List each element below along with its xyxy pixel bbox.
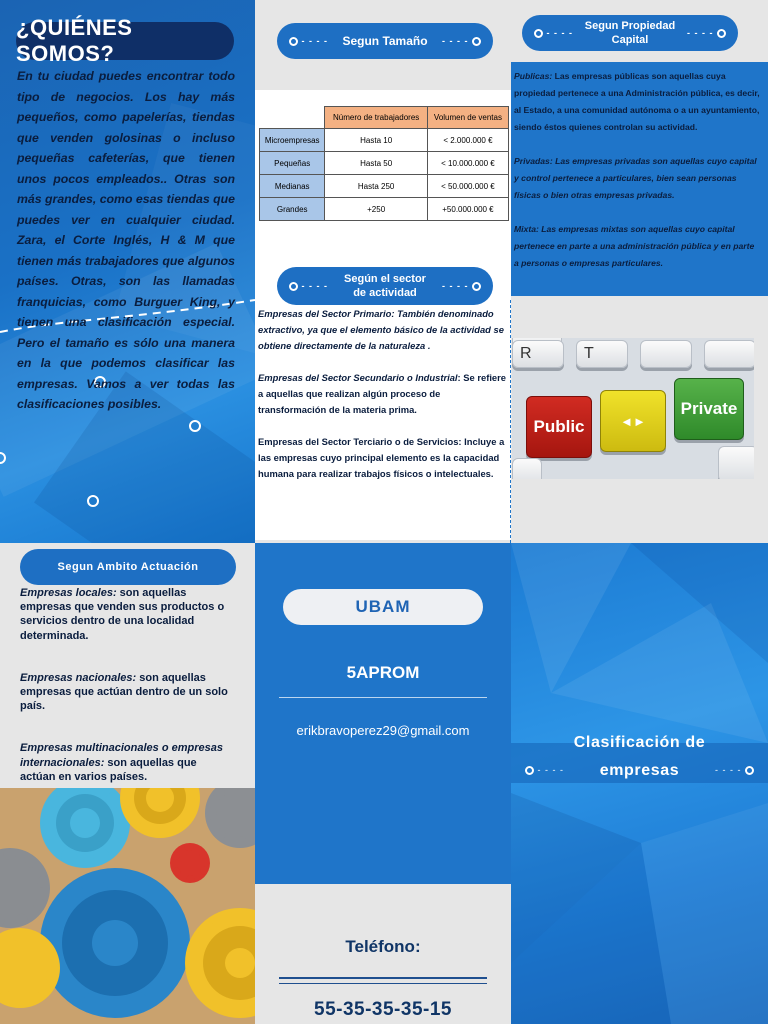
property-pill-line2: Capital [611, 34, 649, 46]
multinational-label: Empresas multinacionales o empresas internacionales: [20, 742, 223, 769]
group-label: 5APROM [346, 663, 420, 682]
multinational-text: son aquellas que actúan en varios países. [20, 756, 197, 783]
scope-text [20, 586, 235, 812]
keyboard-image [512, 338, 754, 479]
gear-icon [205, 788, 255, 848]
size-pill-label: Segun Tamaño [342, 34, 428, 48]
email-link[interactable]: erikbravoperez29@gmail.com [296, 723, 470, 738]
sector-tertiary: Empresas del Sector Terciario o de Servicios: Incluye a las empresas cuyo principal elemento es la capacidad humana para realizar trabajos físicos o intelectuales. [258, 436, 505, 479]
pill-left-deco: - - - - [289, 36, 328, 46]
gear-icon [40, 868, 190, 1018]
public-text: Las empresas públicas son aquellas cuya propiedad pertenece a una Administración pública, es decir, al Estado, a una comunidad autónoma o a un ayuntamiento, siendo éstos quienes controlan su actividad. [514, 71, 760, 132]
keyboard-key-r: R [512, 340, 564, 368]
table-row [260, 129, 509, 152]
cover-title-line2: empresas [599, 762, 680, 779]
table-cell: Hasta 250 [325, 175, 428, 198]
table-cell: Hasta 50 [325, 152, 428, 175]
mixed-text: Mixta: Las empresas mixtas son aquellas cuyo capital pertenece en parte a una administración pública y en parte a personas o empresas particulares. [514, 224, 755, 268]
size-sector-panel [255, 0, 511, 543]
multinational-definition [20, 741, 235, 784]
phone-label: Teléfono: [345, 937, 421, 956]
scope-pill [20, 549, 236, 585]
public-definition [514, 68, 760, 136]
gear-icon [0, 848, 50, 928]
keyboard-key [512, 458, 542, 479]
ownership-panel [511, 0, 768, 543]
sector-pill-line1: Según el sector [344, 273, 426, 285]
table-row [260, 175, 509, 198]
property-pill [522, 15, 738, 51]
gear-icon [120, 788, 200, 838]
gear-icon [170, 843, 210, 883]
about-title: ¿QUIÉNES SOMOS? [16, 22, 234, 60]
school-badge: UBAM [283, 589, 483, 625]
contact-panel [255, 543, 511, 1024]
arrows-key: ◄► [600, 390, 666, 452]
sector-pill [277, 267, 493, 305]
keyboard-key [718, 446, 754, 479]
keyboard-key [640, 340, 692, 368]
gear-icon [40, 788, 130, 868]
table-cell: +50.000.000 € [427, 198, 508, 221]
ownership-text [514, 68, 760, 289]
cover-title [511, 729, 768, 785]
size-pill [277, 23, 493, 59]
table-cell: < 10.000.000 € [427, 152, 508, 175]
keyboard-key [704, 340, 754, 368]
table-cell: Medianas [260, 175, 325, 198]
gears-image [0, 788, 255, 1024]
sector-pill-line2: de actividad [353, 287, 417, 299]
national-text: son aquellas empresas que actúan dentro de un solo país. [20, 671, 228, 713]
table-cell: +250 [325, 198, 428, 221]
sector-primary [258, 306, 508, 354]
public-label: Publicas: [514, 71, 553, 81]
private-text: Privadas: Las empresas privadas son aquellas cuyo capital y control pertenece a particulares, bien sean personas físicas o bien otras empresas privadas. [514, 156, 757, 200]
pill-right-deco: - - - - [442, 279, 481, 293]
title-right-deco: - - - - [715, 765, 754, 775]
private-key: Private [674, 378, 744, 440]
divider [279, 697, 487, 698]
sector-secondary-text: : Se refiere a aquellas que realizan algún proceso de transformación de la materia prima. [258, 372, 507, 415]
local-definition [20, 586, 235, 643]
private-definition [514, 153, 760, 204]
public-key: Public [526, 396, 592, 458]
table-cell: Grandes [260, 198, 325, 221]
table-cell: < 50.000.000 € [427, 175, 508, 198]
scope-pill-label: Segun Ambito Actuación [57, 561, 199, 573]
divider [279, 983, 487, 984]
title-left-deco: - - - - [525, 765, 564, 775]
pill-left-deco: - - - - [534, 26, 573, 40]
table-cell: < 2.000.000 € [427, 129, 508, 152]
pill-right-deco: - - - - [442, 36, 481, 46]
pill-left-deco: - - - - [289, 279, 328, 293]
sector-text [258, 306, 508, 498]
table-cell: Microempresas [260, 129, 325, 152]
keyboard-key-t: T [576, 340, 628, 368]
table-header-cell: Número de trabajadores [325, 107, 428, 129]
sector-secondary-label: Empresas del Sector Secundario o Industrial [258, 372, 458, 383]
table-header-row [260, 107, 509, 129]
property-pill-line1: Segun Propiedad [584, 20, 676, 32]
about-panel [0, 0, 255, 543]
local-label: Empresas locales: [20, 587, 117, 599]
national-definition [20, 671, 235, 714]
size-table [259, 106, 509, 221]
table-row [260, 198, 509, 221]
phone-number[interactable]: 55-35-35-35-15 [314, 999, 452, 1020]
cover-title-line1: Clasificación de [573, 734, 706, 751]
gear-icon [185, 908, 255, 1018]
divider [279, 977, 487, 979]
table-header-cell: Volumen de ventas [427, 107, 508, 129]
about-body: En tu ciudad puedes encontrar todo tipo de negocios. Los hay más pequeños, como papelerías, tiendas que venden golosinas o incluso pequeñas cafeterías, que tienen unos pocos empleados.. Otras son más grandes, como esas tiendas que puedes ver en cualquier ciudad. Zara, el Corte Inglés, H & M que tienen más trabajadores que algunos países. Otras, son las llamadas franquicias, como Burguer King, y tienen una clasificación especial. Pero el tamaño es sólo una manera en la que podemos clasificar las empresas. Vamos a ver todas las clasificaciones posibles. [17, 69, 236, 411]
cover-panel [511, 543, 768, 1024]
table-header-cell [260, 107, 325, 129]
local-text: son aquellas empresas que venden sus productos o servicios dentro de una localidad determinada. [20, 587, 225, 642]
mixed-definition [514, 221, 760, 272]
scope-panel [0, 543, 255, 1024]
sector-secondary [258, 370, 508, 418]
pill-right-deco: - - - - [687, 26, 726, 40]
national-label: Empresas nacionales: [20, 671, 137, 684]
table-cell: Hasta 10 [325, 129, 428, 152]
table-cell: Pequeñas [260, 152, 325, 175]
table-row [260, 152, 509, 175]
sector-primary-text: Empresas del Sector Primario: También denominado extractivo, ya que el elemento básico de la actividad se obtiene directamente de la naturaleza . [258, 308, 504, 351]
